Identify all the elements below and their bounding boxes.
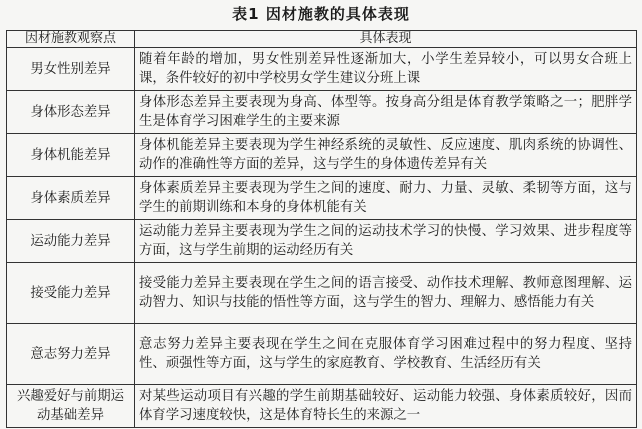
row-factor: 运动能力差异	[7, 220, 135, 263]
header-observation-point: 因材施教观察点	[7, 31, 135, 48]
table-row	[7, 220, 637, 263]
row-description: 身体素质差异主要表现为学生之间的速度、耐力、力量、灵敏、柔韧等方面，这与学生的前期训练和本身的身体机能有关	[135, 177, 637, 220]
row-description: 对某些运动项目有兴趣的学生前期基础较好、运动能力较强、身体素质较好，因而体育学习速度较快，这是体育特长生的来源之一	[135, 385, 637, 428]
row-description: 身体形态差异主要表现为身高、体型等。按身高分组是体育教学策略之一；肥胖学生是体育学习困难学生的主要来源	[135, 91, 637, 134]
table-row	[7, 48, 637, 91]
row-description: 运动能力差异主要表现为学生之间的运动技术学习的快慢、学习效果、进步程度等方面，这与学生前期的运动经历有关	[135, 220, 637, 263]
row-factor: 身体素质差异	[7, 177, 135, 220]
table-header-row	[7, 31, 637, 48]
row-factor: 意志努力差异	[7, 324, 135, 385]
table-row	[7, 177, 637, 220]
row-factor: 身体机能差异	[7, 134, 135, 177]
table-row	[7, 385, 637, 428]
row-factor: 身体形态差异	[7, 91, 135, 134]
table-row	[7, 91, 637, 134]
row-description: 接受能力差异主要表现在学生之间的语言接受、动作技术理解、教师意图理解、运动智力、知识与技能的悟性等方面，这与学生的智力、理解力、感悟能力有关	[135, 263, 637, 324]
row-factor: 男女性别差异	[7, 48, 135, 91]
row-description: 意志努力差异主要表现在学生之间在克服体育学习困难过程中的努力程度、坚持性、顽强性等方面，这与学生的家庭教育、学校教育、生活经历有关	[135, 324, 637, 385]
table-row	[7, 324, 637, 385]
row-factor: 兴趣爱好与前期运动基础差异	[7, 385, 135, 428]
table-row	[7, 134, 637, 177]
row-description: 随着年龄的增加，男女性别差异性逐渐加大，小学生差异较小，可以男女合班上课，条件较好的初中学校男女学生建议分班上课	[135, 48, 637, 91]
header-specific-performance: 具体表现	[135, 31, 637, 48]
teaching-table	[6, 30, 637, 428]
row-factor: 接受能力差异	[7, 263, 135, 324]
row-description: 身体机能差异主要表现为学生神经系统的灵敏性、反应速度、肌肉系统的协调性、动作的准确性等方面的差异，这与学生的身体遗传差异有关	[135, 134, 637, 177]
table-row	[7, 263, 637, 324]
table-title: 表1 因材施教的具体表现	[232, 5, 410, 23]
